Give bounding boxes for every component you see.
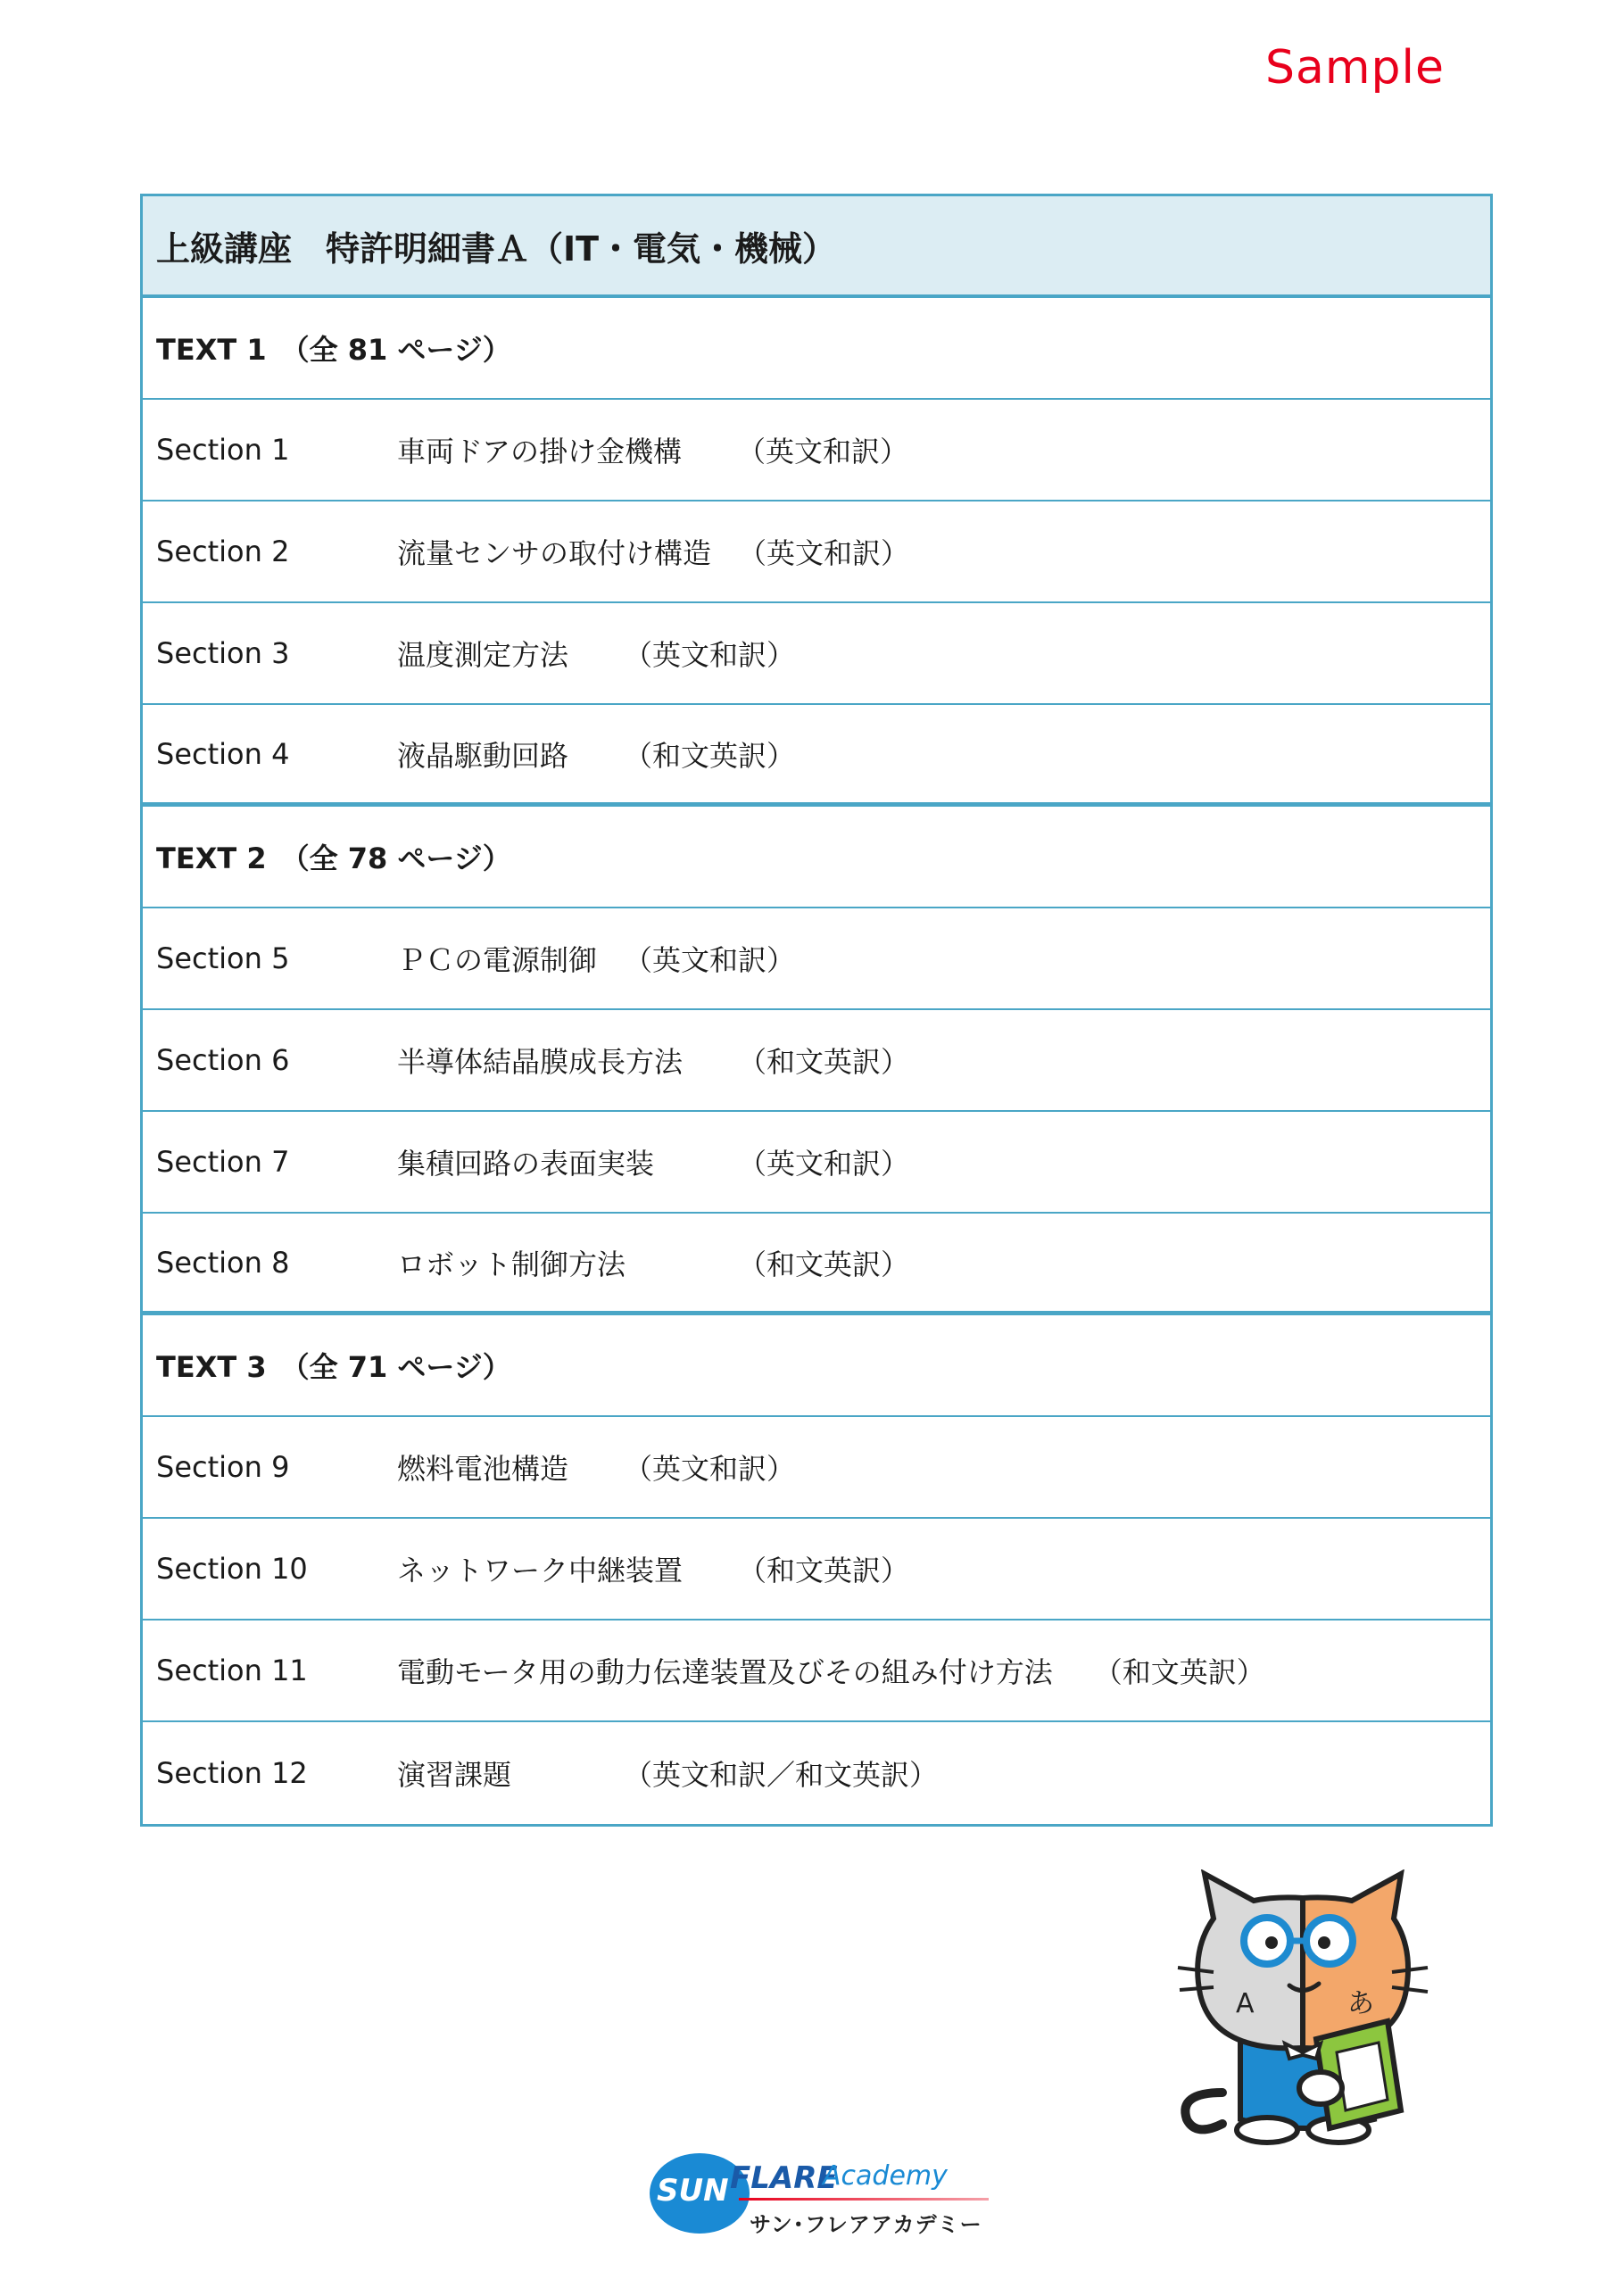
section-number: Section 6 xyxy=(156,1043,290,1077)
section-number: Section 11 xyxy=(156,1654,308,1687)
logo-text-academy: Academy xyxy=(823,2160,948,2192)
section-number: Section 2 xyxy=(156,535,290,568)
section-type: （英文和訳） xyxy=(624,1452,796,1486)
section-title: 温度測定方法 xyxy=(397,638,569,672)
section-number: Section 3 xyxy=(156,636,290,670)
section-row xyxy=(143,1112,1490,1214)
section-number: Section 7 xyxy=(156,1145,290,1179)
section-type: （英文和訳） xyxy=(738,536,910,570)
section-type: （英文和訳／和文英訳） xyxy=(624,1758,939,1792)
section-title: 流量センサの取付け構造 xyxy=(397,536,712,570)
section-row xyxy=(143,908,1490,1010)
section-row xyxy=(143,1010,1490,1112)
section-row xyxy=(143,501,1490,603)
section-number: Section 1 xyxy=(156,433,290,467)
section-row xyxy=(143,1519,1490,1620)
section-type: （和文英訳） xyxy=(1093,1655,1265,1689)
section-type: （和文英訳） xyxy=(738,1247,910,1281)
section-number: Section 5 xyxy=(156,941,290,975)
course-contents-table xyxy=(140,194,1493,1827)
section-title: 集積回路の表面実装 xyxy=(397,1147,655,1181)
logo-text-sun: SUN xyxy=(657,2173,729,2209)
section-row xyxy=(143,705,1490,807)
section-type: （和文英訳） xyxy=(624,738,796,773)
course-title: 上級講座 特許明細書Ａ（IT・電気・機械） xyxy=(143,196,1490,298)
mascot-letter-hiragana: あ xyxy=(1347,1988,1374,2019)
section-type: （英文和訳） xyxy=(624,638,796,672)
section-number: Section 9 xyxy=(156,1450,290,1484)
section-title: 液晶駆動回路 xyxy=(397,738,569,773)
sunflare-academy-logo xyxy=(650,2146,989,2244)
text-heading: TEXT 1 （全 81 ページ） xyxy=(143,298,1490,400)
section-title: 車両ドアの掛け金機構 xyxy=(397,435,683,468)
section-title: ＰＣの電源制御 xyxy=(397,943,598,977)
logo-underline xyxy=(739,2198,989,2201)
text-heading: TEXT 2 （全 78 ページ） xyxy=(143,807,1490,908)
section-row xyxy=(143,400,1490,501)
mascot-letter-a: A xyxy=(1236,1988,1255,2019)
section-row xyxy=(143,1417,1490,1519)
section-type: （和文英訳） xyxy=(738,1554,910,1587)
section-title: 燃料電池構造 xyxy=(397,1452,569,1486)
section-row xyxy=(143,1722,1490,1824)
section-row xyxy=(143,1214,1490,1315)
section-title: 電動モータ用の動力伝達装置及びその組み付け方法 xyxy=(397,1655,1053,1689)
logo-text-kana: サン･フレアアカデミー xyxy=(750,2212,982,2237)
section-number: Section 12 xyxy=(156,1756,308,1790)
section-number: Section 8 xyxy=(156,1245,290,1280)
section-row xyxy=(143,1620,1490,1722)
cat-mascot-illustration xyxy=(1160,1869,1446,2146)
section-type: （和文英訳） xyxy=(738,1045,910,1079)
section-type: （英文和訳） xyxy=(624,943,796,977)
text-heading: TEXT 3 （全 71 ページ） xyxy=(143,1315,1490,1417)
logo-text-flare: FLARE xyxy=(730,2160,838,2196)
section-title: 演習課題 xyxy=(397,1758,512,1792)
section-type: （英文和訳） xyxy=(737,435,909,468)
section-title: ロボット制御方法 xyxy=(397,1247,626,1281)
sample-watermark: Sample xyxy=(1265,41,1445,95)
section-type: （英文和訳） xyxy=(738,1147,910,1181)
section-number: Section 4 xyxy=(156,736,290,771)
section-title: 半導体結晶膜成長方法 xyxy=(397,1045,684,1079)
section-row xyxy=(143,603,1490,705)
section-title: ネットワーク中継装置 xyxy=(397,1554,684,1587)
section-number: Section 10 xyxy=(156,1552,308,1586)
